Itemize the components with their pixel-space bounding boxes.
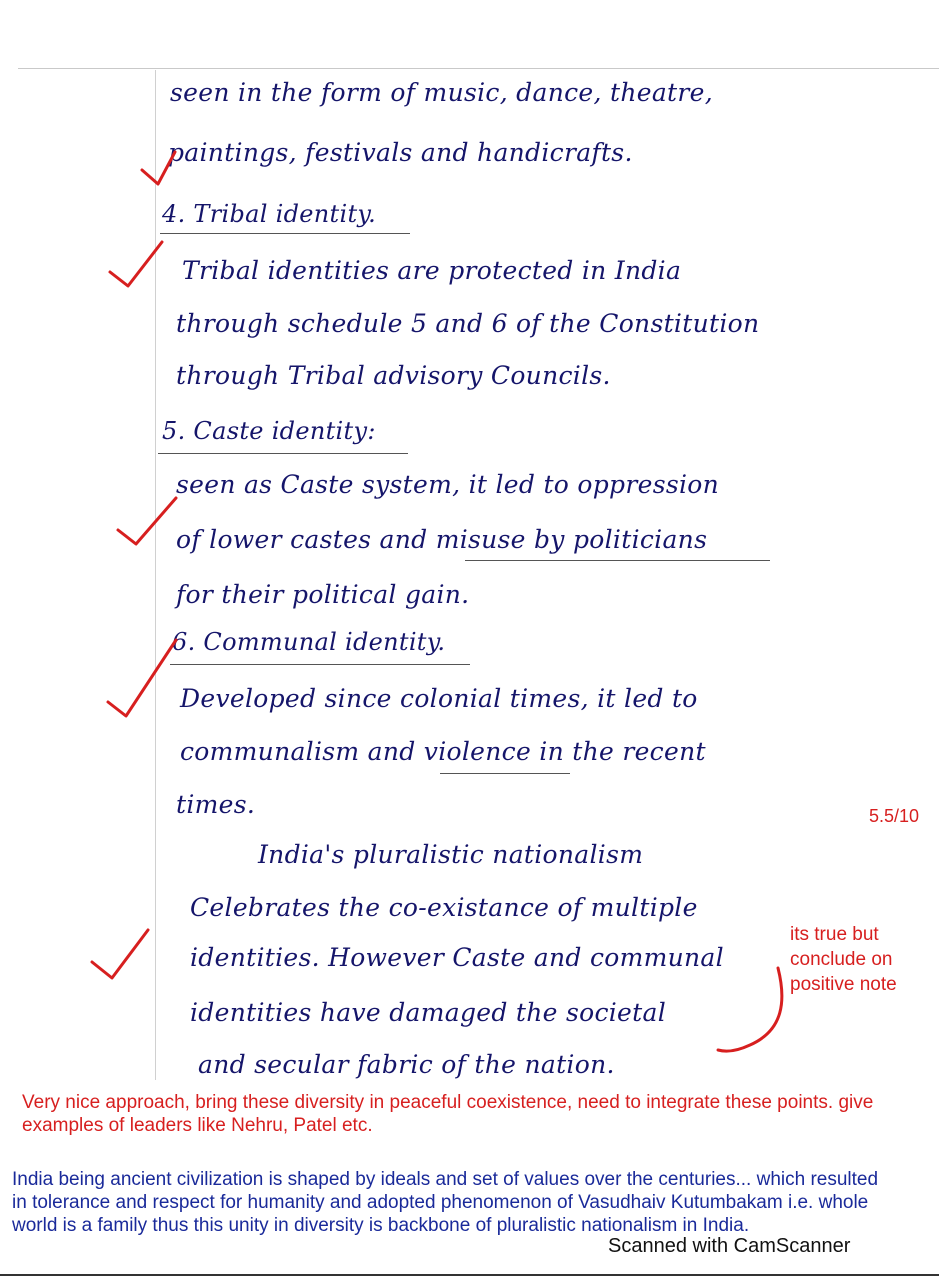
conclusion-bracket <box>718 968 782 1051</box>
score-label: 5.5/10 <box>869 806 920 826</box>
side-note-line: its true but <box>790 924 879 945</box>
answer-line-10: for their political gain. <box>176 580 470 609</box>
heading-caste-identity: 5. Caste identity: <box>162 417 376 445</box>
conclusion-line-3: identities. However Caste and communal <box>190 943 724 972</box>
evaluator-feedback: Very nice approach, bring these diversity in peaceful coexistence, need to integrate these points. give examples of leaders like Nehru, Patel etc. <box>22 1092 874 1136</box>
answer-line-9: of lower castes and misuse by politicians <box>176 525 708 554</box>
side-note-line: conclude on <box>790 949 893 970</box>
answer-line-14: times. <box>176 790 256 819</box>
tick-mark-4 <box>108 640 176 716</box>
tick-mark-3 <box>118 498 176 544</box>
heading-tribal-identity: 4. Tribal identity. <box>162 200 377 228</box>
tick-mark-2 <box>110 242 162 286</box>
tick-mark-5 <box>92 930 148 978</box>
answer-line-12: Developed since colonial times, it led to <box>180 684 698 713</box>
answer-line-6: through Tribal advisory Councils. <box>176 361 611 390</box>
tick-mark-1 <box>142 152 175 184</box>
evaluator-side-note <box>790 922 897 997</box>
conclusion-line-1: India's pluralistic nationalism <box>258 840 644 869</box>
answer-line-5: through schedule 5 and 6 of the Constitution <box>176 309 760 338</box>
answer-line-8: seen as Caste system, it led to oppression <box>176 470 720 499</box>
answer-line-4: Tribal identities are protected in India <box>182 256 682 285</box>
conclusion-line-5: and secular fabric of the nation. <box>198 1050 615 1079</box>
answer-line-2: paintings, festivals and handicrafts. <box>168 138 633 167</box>
answer-line-1: seen in the form of music, dance, theatre, <box>170 78 713 107</box>
conclusion-line-2: Celebrates the co-existance of multiple <box>190 893 698 922</box>
answer-line-13: communalism and violence in the recent <box>180 737 706 766</box>
camscanner-watermark: Scanned with CamScanner <box>608 1235 851 1257</box>
heading-communal-identity: 6. Communal identity. <box>172 628 446 656</box>
model-answer-feedback: India being ancient civilization is shaped by ideals and set of values over the centuries... which resulted in tolerance and respect for humanity and adopted phenomenon of Vasudhaiv Kutumbakam i.e. whole world is a family thus this unity in diversity is backbone of pluralistic nationalism in India. <box>12 1169 879 1236</box>
conclusion-line-4: identities have damaged the societal <box>190 998 666 1027</box>
side-note-line: positive note <box>790 974 897 995</box>
